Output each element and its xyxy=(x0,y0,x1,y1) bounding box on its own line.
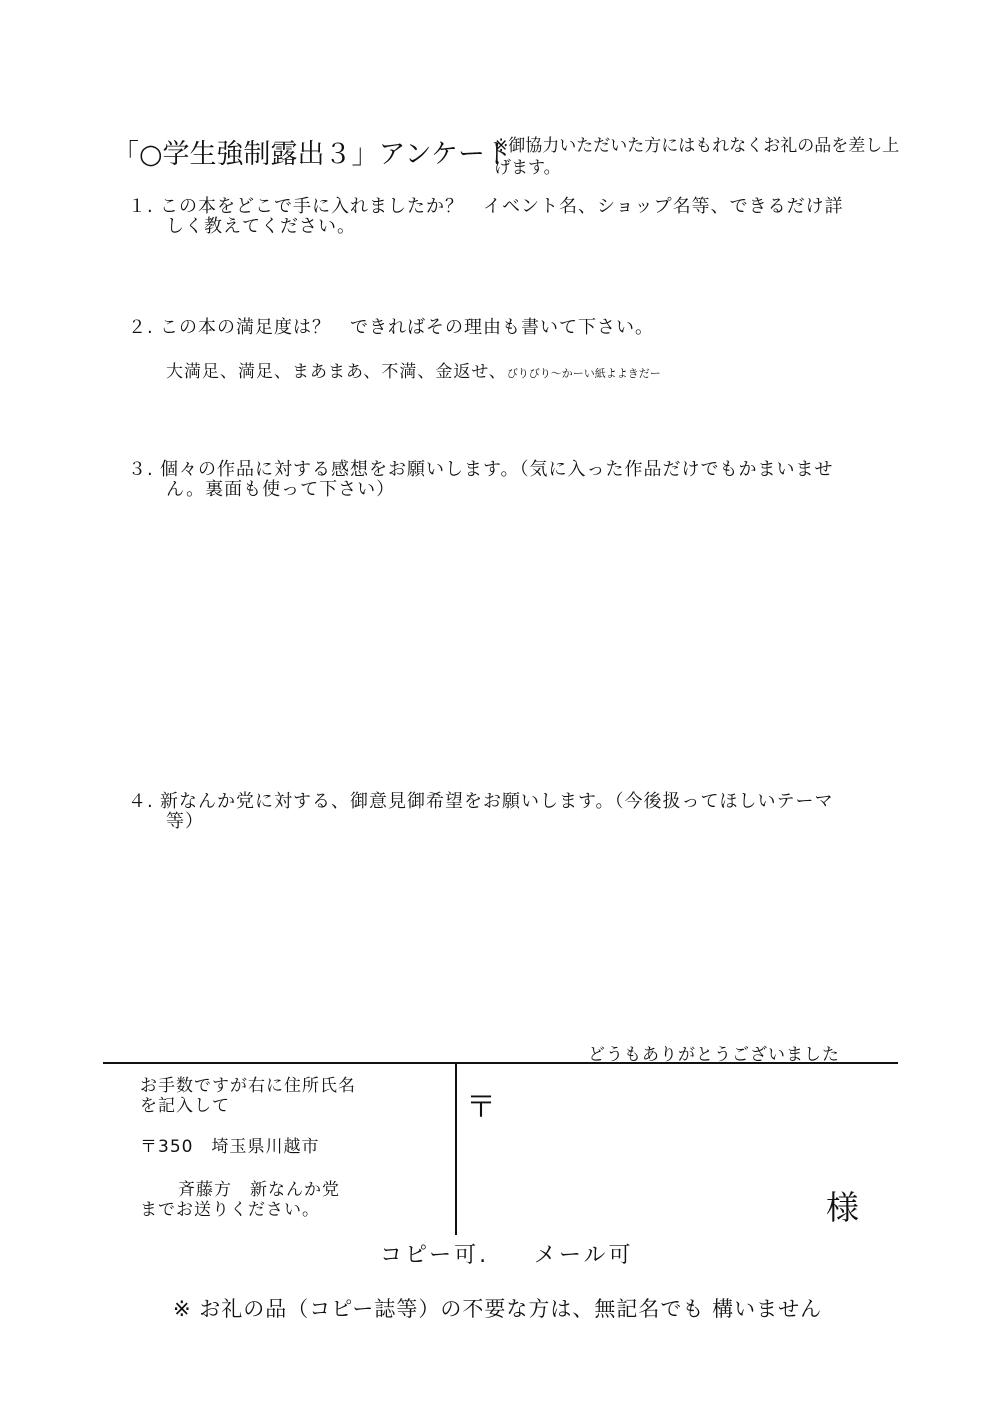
address-instruction xyxy=(140,1076,356,1116)
question-number: ２. xyxy=(128,317,154,338)
question-text: この本をどこで手に入れましたか？ イベント名、ショップ名等、できるだけ詳 xyxy=(160,196,844,217)
handwritten-mail-ok: メール可 xyxy=(534,1243,634,1268)
postal-mark-icon: 〒 xyxy=(466,1090,496,1125)
question-number: １. xyxy=(128,196,154,217)
question-4 xyxy=(128,792,834,832)
divider-vertical xyxy=(455,1063,457,1235)
question-text: 新なんか党に対する、御意見御希望をお願いします。（今後扱ってほしいテーマ xyxy=(160,791,834,812)
question-3 xyxy=(128,460,834,500)
question-number: ３. xyxy=(128,459,154,480)
question-text-cont: ん。裏面も使って下さい） xyxy=(166,479,396,500)
question-text-cont: しく教えてください。 xyxy=(166,216,356,237)
handwritten-copy-ok: コピー可. xyxy=(380,1243,490,1268)
question-2 xyxy=(128,318,654,338)
handwritten-note: ※ お礼の品（コピー誌等）の不要な方は、無記名でも 構いません xyxy=(173,1297,823,1321)
address-line: までお送りください。 xyxy=(140,1200,320,1220)
satisfaction-choices: 大満足、満足、まあまあ、不満、金返せ、 xyxy=(166,362,507,382)
gift-note: ※御協力いただいた方にはもれなくお礼の品を差し上げます。 xyxy=(494,136,900,178)
address-recipient xyxy=(140,1180,340,1220)
address-postal: 〒350 埼玉県川越市 xyxy=(140,1137,320,1157)
satisfaction-options xyxy=(166,357,661,382)
address-line: お手数ですが右に住所氏名 xyxy=(140,1076,356,1096)
question-text-cont: 等） xyxy=(166,811,204,832)
question-text: この本の満足度は？ できればその理由も書いて下さい。 xyxy=(160,317,654,338)
question-number: ４. xyxy=(128,791,154,812)
survey-title: 「○学生強制露出３」アンケート xyxy=(112,139,512,170)
satisfaction-extra: びりびり〜かーい紙よよきだー xyxy=(506,367,661,380)
thanks-text: どうもありがとうございました xyxy=(588,1045,840,1065)
question-text: 個々の作品に対する感想をお願いします。（気に入った作品だけでもかまいませ xyxy=(160,459,834,480)
address-line: を記入して xyxy=(140,1096,230,1116)
divider-horizontal xyxy=(103,1062,898,1064)
address-line: 斉藤方 新なんか党 xyxy=(178,1180,340,1200)
question-1 xyxy=(128,197,844,237)
honorific: 様 xyxy=(826,1188,859,1227)
